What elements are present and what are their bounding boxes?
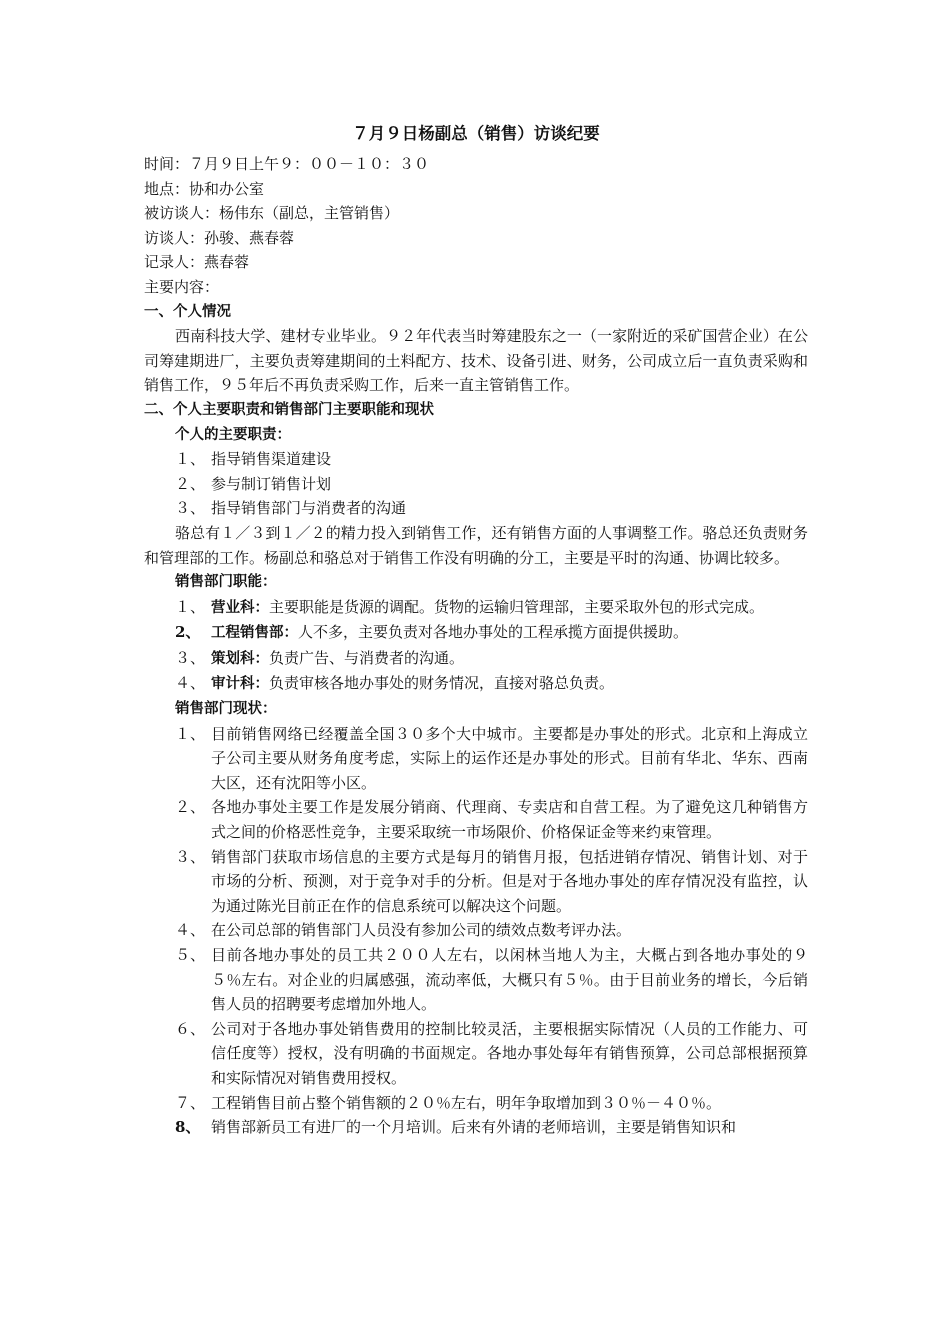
list-item <box>175 1091 808 1116</box>
list-item <box>175 845 808 919</box>
list-item <box>175 447 808 472</box>
item-label: 营业科： <box>211 599 269 616</box>
item-text: 负责审核各地办事处的财务情况，直接对骆总负责。 <box>269 674 615 693</box>
item-number: ７、 <box>175 1093 206 1112</box>
list-item <box>175 943 808 1017</box>
item-label: 策划科： <box>211 650 269 667</box>
item-text: 在公司总部的销售部门人员没有参加公司的绩效点数考评办法。 <box>211 921 632 940</box>
duties-heading: 个人的主要职责： <box>175 426 291 443</box>
item-number: ３、 <box>175 648 206 667</box>
meta-recorder: 记录人：燕春蓉 <box>144 253 250 272</box>
duties-list <box>144 447 808 521</box>
item-text: 参与制订销售计划 <box>211 474 332 493</box>
list-item <box>175 472 808 497</box>
list-item <box>175 671 808 697</box>
item-number: １、 <box>175 724 206 743</box>
item-text: 销售部门获取市场信息的主要方式是每月的销售月报，包括进销存情况、销售计划、对于市场的分析、预测，对于竞争对手的分析。但是对于各地办事处的库存情况没有监控，认为通过陈光目前正在作的信息系统可以解决这个问题。 <box>211 847 808 915</box>
list-item <box>175 496 808 521</box>
item-text: 销售部新员工有进厂的一个月培训。后来有外请的老师培训，主要是销售知识和 <box>211 1118 737 1137</box>
meta-interviewee: 被访谈人：杨伟东（副总，主管销售） <box>144 204 400 223</box>
item-text: 各地办事处主要工作是发展分销商、代理商、专卖店和自营工程。为了避免这几种销售方式之间的价格恶性竞争，主要采取统一市场限价、价格保证金等来约束管理。 <box>211 798 808 842</box>
list-item <box>175 1017 808 1091</box>
item-text: 公司对于各地办事处销售费用的控制比较灵活，主要根据实际情况（人员的工作能力、可信任度等）授权，没有明确的书面规定。各地办事处每年有销售预算，公司总部根据预算和实际情况对销售费用授权。 <box>211 1019 808 1087</box>
item-number: ４、 <box>175 921 206 940</box>
list-item <box>175 795 808 844</box>
list-item <box>175 620 808 646</box>
item-text: 指导销售部门与消费者的沟通 <box>211 499 407 518</box>
status-heading: 销售部门现状： <box>175 701 277 718</box>
item-label: 审计科： <box>211 676 269 693</box>
item-number: ２、 <box>175 474 206 493</box>
list-item <box>175 646 808 672</box>
list-item <box>175 595 808 621</box>
functions-heading: 销售部门职能： <box>175 574 277 591</box>
item-number: 2、 <box>175 623 201 642</box>
item-label: 工程销售部： <box>211 625 298 642</box>
status-list <box>144 722 808 1140</box>
item-number: ４、 <box>175 674 206 693</box>
item-number: ５、 <box>175 946 206 964</box>
meta-place: 地点：协和办公室 <box>144 179 265 198</box>
meta-time: 时间：７月９日上午９：００－１０：３０ <box>144 155 430 173</box>
item-text: 人不多，主要负责对各地办事处的工程承揽方面提供援助。 <box>298 623 689 642</box>
item-text: 负责广告、与消费者的沟通。 <box>269 648 465 667</box>
meta-main-content: 主要内容： <box>144 277 220 296</box>
section-1-heading: 一、个人情况 <box>144 303 231 320</box>
item-text: 主要职能是货源的调配。货物的运输归管理部，主要采取外包的形式完成。 <box>269 597 765 616</box>
list-item <box>175 1115 808 1140</box>
item-number: 8、 <box>175 1118 201 1137</box>
list-item <box>175 918 808 943</box>
item-number: ６、 <box>175 1019 206 1038</box>
document-page <box>144 122 808 1140</box>
item-number: ２、 <box>175 798 206 817</box>
item-text: 目前销售网络已经覆盖全国３０多个大中城市。主要都是办事处的形式。北京和上海成立子公司主要从财务角度考虑，实际上的运作还是办事处的形式。目前有华北、华东、西南大区，还有沈阳等小区。 <box>211 724 808 792</box>
item-number: １、 <box>175 450 206 469</box>
duties-paragraph: 骆总有１／３到１／２的精力投入到销售工作，还有销售方面的人事调整工作。骆总还负责财务和管理部的工作。杨副总和骆总对于销售工作没有明确的分工，主要是平时的沟通、协调比较多。 <box>144 523 808 567</box>
item-text: 目前各地办事处的员工共２００人左右，以闲林当地人为主，大概占到各地办事处的９５％左右。对企业的归属感强，流动率低，大概只有５％。由于目前业务的增长，今后销售人员的招聘要考虑增加外地人。 <box>211 946 808 1014</box>
section-2-heading: 二、个人主要职责和销售部门主要职能和现状 <box>144 401 434 418</box>
item-number: ３、 <box>175 847 206 866</box>
item-text: 指导销售渠道建设 <box>211 450 332 469</box>
section-1-paragraph: 西南科技大学、建材专业毕业。９２年代表当时筹建股东之一（一家附近的采矿国营企业）在公司筹建期进厂，主要负责筹建期间的土料配方、技术、设备引进、财务，公司成立后一直负责采购和销售工作，９５年后不再负责采购工作，后来一直主管销售工作。 <box>144 327 808 395</box>
functions-list <box>144 595 808 697</box>
document-title: ７月９日杨副总（销售）访谈纪要 <box>352 124 600 143</box>
meta-interviewer: 访谈人：孙骏、燕春蓉 <box>144 228 295 247</box>
item-number: １、 <box>175 597 206 616</box>
item-number: ３、 <box>175 499 206 518</box>
list-item <box>175 722 808 796</box>
item-text: 工程销售目前占整个销售额的２０％左右，明年争取增加到３０％－４０％。 <box>211 1093 722 1112</box>
